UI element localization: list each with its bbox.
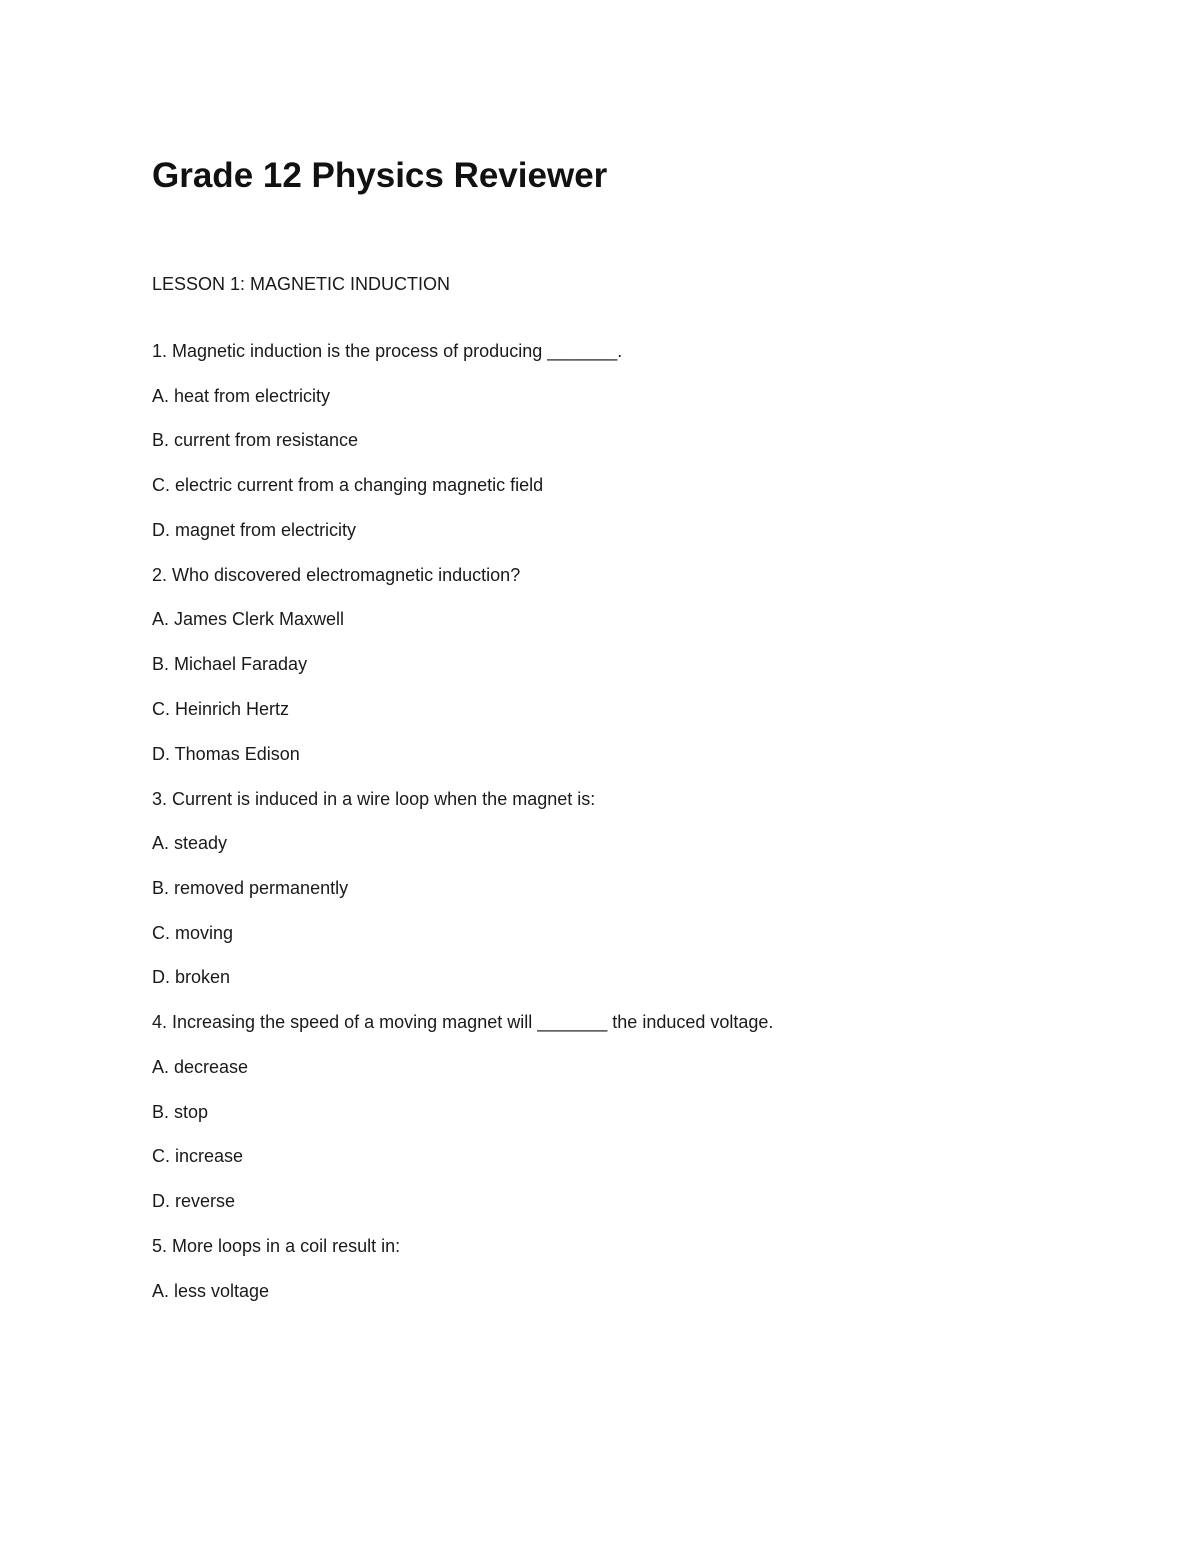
answer-option: B. current from resistance <box>152 430 359 451</box>
answer-option: B. stop <box>152 1101 209 1122</box>
answer-option: B. Michael Faraday <box>152 654 308 675</box>
document-title: Grade 12 Physics Reviewer <box>152 156 608 195</box>
answer-option: D. reverse <box>152 1191 236 1211</box>
question-2 <box>152 563 1052 766</box>
lesson-heading: LESSON 1: MAGNETIC INDUCTION <box>152 274 451 294</box>
answer-option: D. Thomas Edison <box>152 743 300 764</box>
question-4 <box>152 1010 1052 1213</box>
question-text: 2. Who discovered electromagnetic induction? <box>152 564 521 585</box>
answer-option: C. moving <box>152 922 234 943</box>
question-1 <box>152 339 1052 542</box>
answer-option: A. decrease <box>152 1056 249 1077</box>
answer-option: B. removed permanently <box>152 877 349 898</box>
question-text: 1. Magnetic induction is the process of producing _______. <box>152 341 623 361</box>
answer-option: A. less voltage <box>152 1280 270 1301</box>
answer-option: A. steady <box>152 833 228 854</box>
question-text: 5. More loops in a coil result in: <box>152 1236 401 1256</box>
answer-option: A. heat from electricity <box>152 385 331 406</box>
answer-option: C. Heinrich Hertz <box>152 698 290 719</box>
answer-option: C. increase <box>152 1146 244 1167</box>
answer-option: D. broken <box>152 967 231 988</box>
answer-option: D. magnet from electricity <box>152 519 357 540</box>
question-5 <box>152 1234 1052 1303</box>
question-text: 4. Increasing the speed of a moving magnet will _______ the induced voltage. <box>152 1012 774 1033</box>
answer-option: A. James Clerk Maxwell <box>152 609 345 630</box>
question-3 <box>152 787 1052 990</box>
question-list <box>152 339 1052 1324</box>
answer-option: C. electric current from a changing magnetic field <box>152 475 544 496</box>
question-text: 3. Current is induced in a wire loop when the magnet is: <box>152 788 596 809</box>
